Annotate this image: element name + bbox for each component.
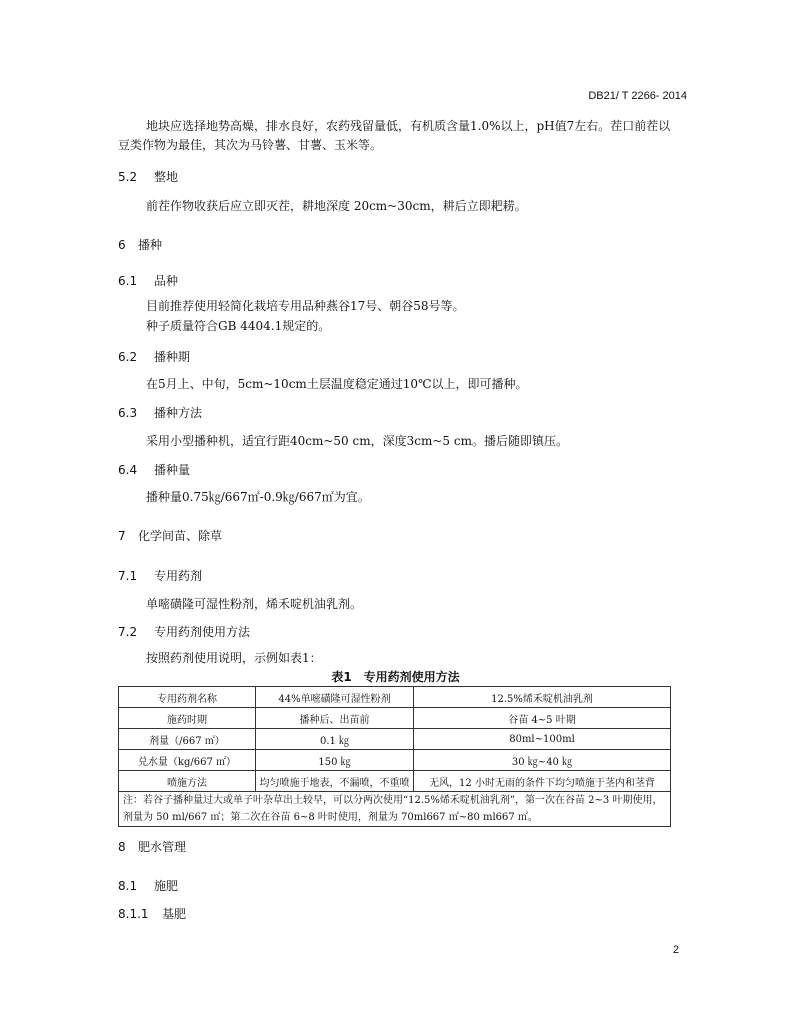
section-title: 播种 (138, 238, 163, 252)
table-cell: 施药时期 (119, 708, 256, 729)
table-note-row (119, 792, 671, 827)
section-number: 7 (118, 529, 126, 543)
section-6-4-text: 播种量0.75㎏/667㎡-0.9㎏/667㎡为宜。 (146, 490, 370, 504)
section-number: 6.2 (118, 350, 138, 364)
section-number: 6 (118, 238, 126, 252)
table-cell: 谷苗 4~5 叶期 (414, 708, 671, 729)
table-note: 注：若谷子播种量过大或单子叶杂草出土较早，可以分两次使用“12.5%烯禾啶机油乳剂”，第一次在谷苗 2~3 叶期使用，剂量为 50 ml/667 ㎡；第二次在谷苗 6~8 叶时使用，剂量为 70ml667 ㎡~80 ml667 ㎡。 (119, 792, 671, 827)
section-number: 6.3 (118, 406, 138, 420)
table-cell: 剂量（/667 ㎡） (119, 729, 256, 750)
section-6-2-text: 在5月上、中旬，5cm~10cm土层温度稳定通过10℃以上，即可播种。 (146, 377, 528, 391)
section-title: 专用药剂 (154, 569, 203, 583)
section-title: 品种 (154, 274, 179, 288)
section-number: 6.4 (118, 463, 138, 477)
table-row (119, 771, 671, 792)
section-7-heading (118, 527, 222, 544)
section-5-2-heading (118, 168, 178, 185)
section-5-2-text: 前茬作物收获后应立即灭茬，耕地深度 20cm~30cm，耕后立即耙耢。 (146, 199, 527, 213)
section-number: 6.1 (118, 274, 138, 288)
section-number: 7.2 (118, 625, 138, 639)
table-cell: 均匀喷施于地表，不漏喷，不重喷 (256, 771, 414, 792)
table-cell: 喷施方法 (119, 771, 256, 792)
section-number: 8 (118, 840, 126, 854)
section-title: 播种方法 (154, 406, 203, 420)
table-header-cell: 专用药剂名称 (119, 687, 256, 708)
table-cell: 30 ㎏~40 ㎏ (414, 750, 671, 771)
section-8-heading (118, 838, 186, 855)
table-header-cell: 44%单嘧磺隆可湿性粉剂 (256, 687, 414, 708)
section-6-1-text-line-1: 目前推荐使用轻简化栽培专用品种燕谷17号、朝谷58号等。 (146, 299, 465, 313)
table-cell: 兑水量（kg/667 ㎡） (119, 750, 256, 771)
section-6-2-heading (118, 348, 190, 365)
page-number: 2 (672, 944, 679, 956)
intro-paragraph-line-1: 地块应选择地势高燥，排水良好，农药残留量低，有机质含量1.0%以上，pH值7左右。茬口前茬以 (146, 119, 671, 133)
table-row (119, 729, 671, 750)
section-7-1-heading (118, 567, 202, 584)
table-row (119, 708, 671, 729)
table-header-row (119, 687, 671, 708)
section-title: 化学间苗、除草 (138, 529, 223, 543)
table-cell: 150 ㎏ (256, 750, 414, 771)
section-7-1-text: 单嘧磺隆可湿性粉剂，烯禾啶机油乳剂。 (146, 597, 363, 611)
section-8-1-1-heading (118, 905, 186, 922)
table-cell: 80ml~100ml (414, 729, 671, 750)
section-title: 基肥 (162, 907, 187, 921)
section-6-4-heading (118, 461, 190, 478)
section-6-1-heading (118, 272, 178, 289)
section-6-3-text: 采用小型播种机，适宜行距40cm~50 cm，深度3cm~5 cm。播后随即镇压。 (146, 434, 568, 448)
section-7-2-heading (118, 623, 250, 640)
section-number: 8.1.1 (118, 907, 149, 921)
intro-paragraph-line-2: 豆类作物为最佳，其次为马铃薯、甘薯、玉米等。 (118, 138, 383, 152)
section-title: 肥水管理 (138, 840, 187, 854)
section-6-heading (118, 236, 162, 253)
section-title: 整地 (154, 170, 179, 184)
table-caption: 表1 专用药剂使用方法 (331, 670, 460, 684)
section-title: 施肥 (154, 879, 179, 893)
pesticide-usage-table (118, 686, 671, 827)
section-title: 专用药剂使用方法 (154, 625, 251, 639)
section-number: 8.1 (118, 879, 138, 893)
section-6-3-heading (118, 404, 202, 421)
section-number: 7.1 (118, 569, 138, 583)
section-title: 播种量 (154, 463, 191, 477)
section-8-1-heading (118, 877, 178, 894)
table-cell: 播种后、出苗前 (256, 708, 414, 729)
section-number: 5.2 (118, 170, 138, 184)
table-cell: 无风，12 小时无雨的条件下均匀喷施于茎内和茎背 (414, 771, 671, 792)
document-code: DB21/ T 2266- 2014 (588, 90, 687, 102)
table-row (119, 750, 671, 771)
section-6-1-text-line-2: 种子质量符合GB 4404.1规定的。 (146, 319, 331, 333)
section-7-2-text: 按照药剂使用说明，示例如表1： (146, 651, 322, 665)
table-header-cell: 12.5%烯禾啶机油乳剂 (414, 687, 671, 708)
table-cell: 0.1 ㎏ (256, 729, 414, 750)
section-title: 播种期 (154, 350, 191, 364)
